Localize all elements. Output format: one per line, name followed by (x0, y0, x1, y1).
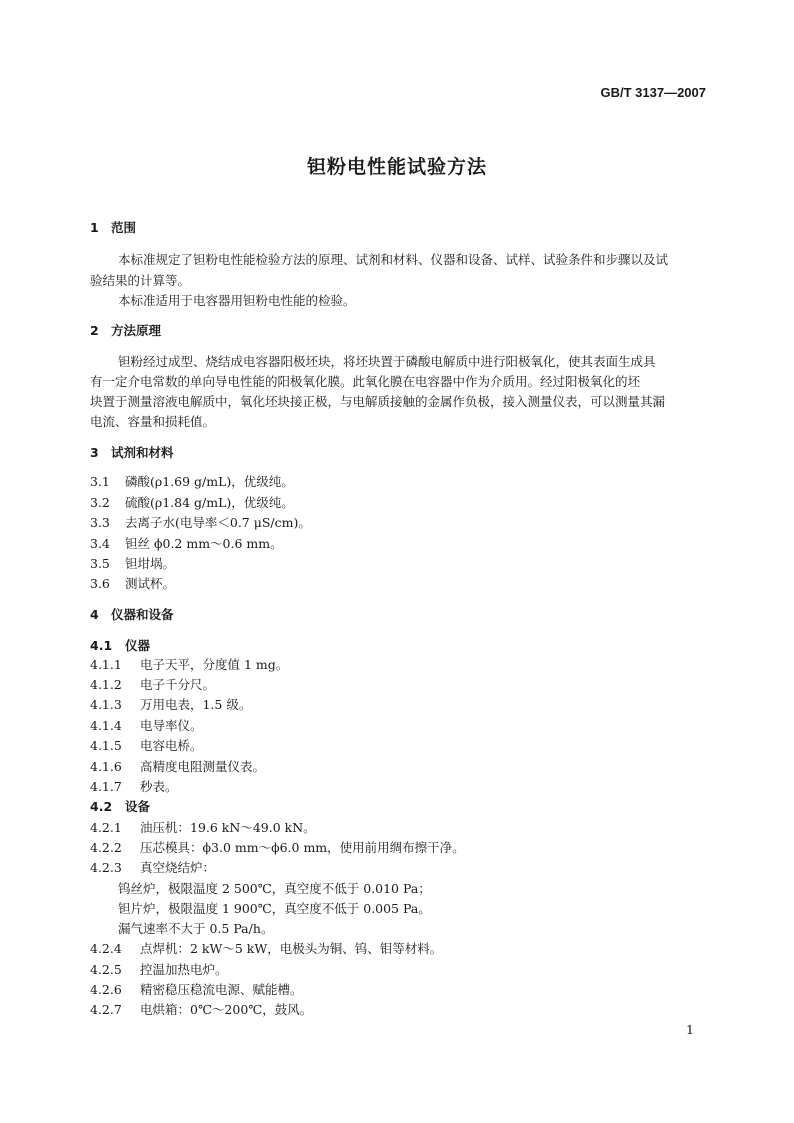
page-title: 钽粉电性能试验方法 (306, 156, 487, 178)
page-number: 1 (686, 1022, 694, 1037)
standard-number: GB/T 3137—2007 (600, 85, 706, 100)
